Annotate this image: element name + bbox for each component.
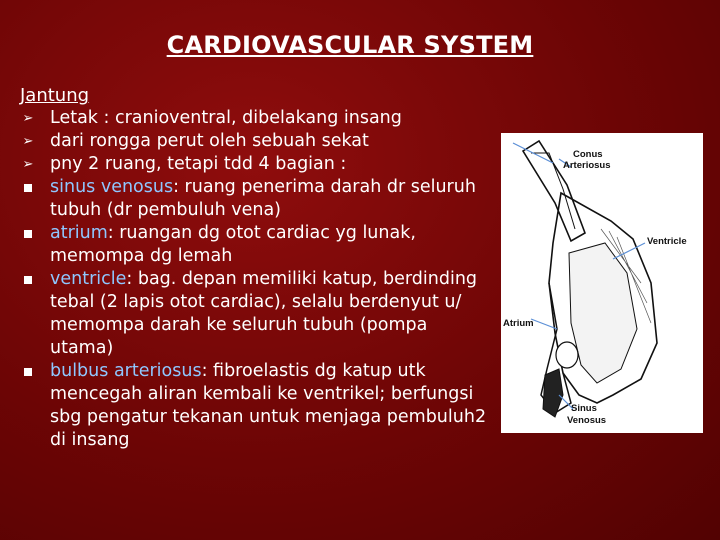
label-conus: Conus [573, 149, 603, 160]
list-item [20, 130, 490, 153]
list-item [20, 176, 490, 222]
list-item [20, 268, 490, 360]
item-text: pny 2 ruang, tetapi tdd 4 bagian : [50, 154, 347, 174]
item-text: : ruang penerima darah dr seluruh tubuh (dr pembuluh vena) [50, 177, 476, 220]
square-bullet-icon [20, 176, 36, 199]
square-bullet-icon [20, 222, 36, 245]
section-heading: Jantung [20, 85, 90, 106]
item-term: bulbus arteriosus [50, 361, 202, 381]
label-ventricle: Ventricle [647, 236, 687, 247]
item-text: Letak : cranioventral, dibelakang insang [50, 108, 402, 128]
arrow-bullet-icon: ➢ [22, 134, 34, 149]
arrow-bullet-icon: ➢ [22, 111, 34, 126]
list-item [20, 360, 490, 452]
slide-title: CARDIOVASCULAR SYSTEM [166, 31, 534, 59]
heart-diagram [501, 133, 703, 433]
item-text: : fibroelastis dg katup utk mencegah aliran kembali ke ventrikel; berfungsi sbg pengatur tekanan untuk menjaga pembuluh2 di insang [50, 361, 487, 450]
item-text: : bag. depan memiliki katup, berdinding tebal (2 lapis otot cardiac), selalu berdenyut u/ memompa darah ke seluruh tubuh (pompa utama) [50, 269, 478, 358]
label-venosus: Venosus [567, 415, 607, 426]
label-sinus: Sinus [571, 403, 597, 414]
heart-illustration [501, 133, 703, 433]
content-area [20, 84, 490, 452]
item-text: : ruangan dg otot cardiac yg lunak, memompa dg lemah [50, 223, 416, 266]
square-bullet-icon [20, 360, 36, 383]
item-term: sinus venosus [50, 177, 174, 197]
square-bullet-icon [20, 268, 36, 291]
bullet-list [20, 107, 490, 452]
label-atrium: Atrium [503, 318, 534, 329]
arrow-bullet-icon: ➢ [22, 157, 34, 172]
atrium-valve [556, 342, 578, 368]
label-arteriosus: Arteriosus [563, 160, 611, 171]
item-text: dari rongga perut oleh sebuah sekat [50, 131, 369, 151]
list-item [20, 107, 490, 130]
item-term: atrium [50, 223, 108, 243]
list-item [20, 153, 490, 176]
item-term: ventricle [50, 269, 127, 289]
list-item [20, 222, 490, 268]
